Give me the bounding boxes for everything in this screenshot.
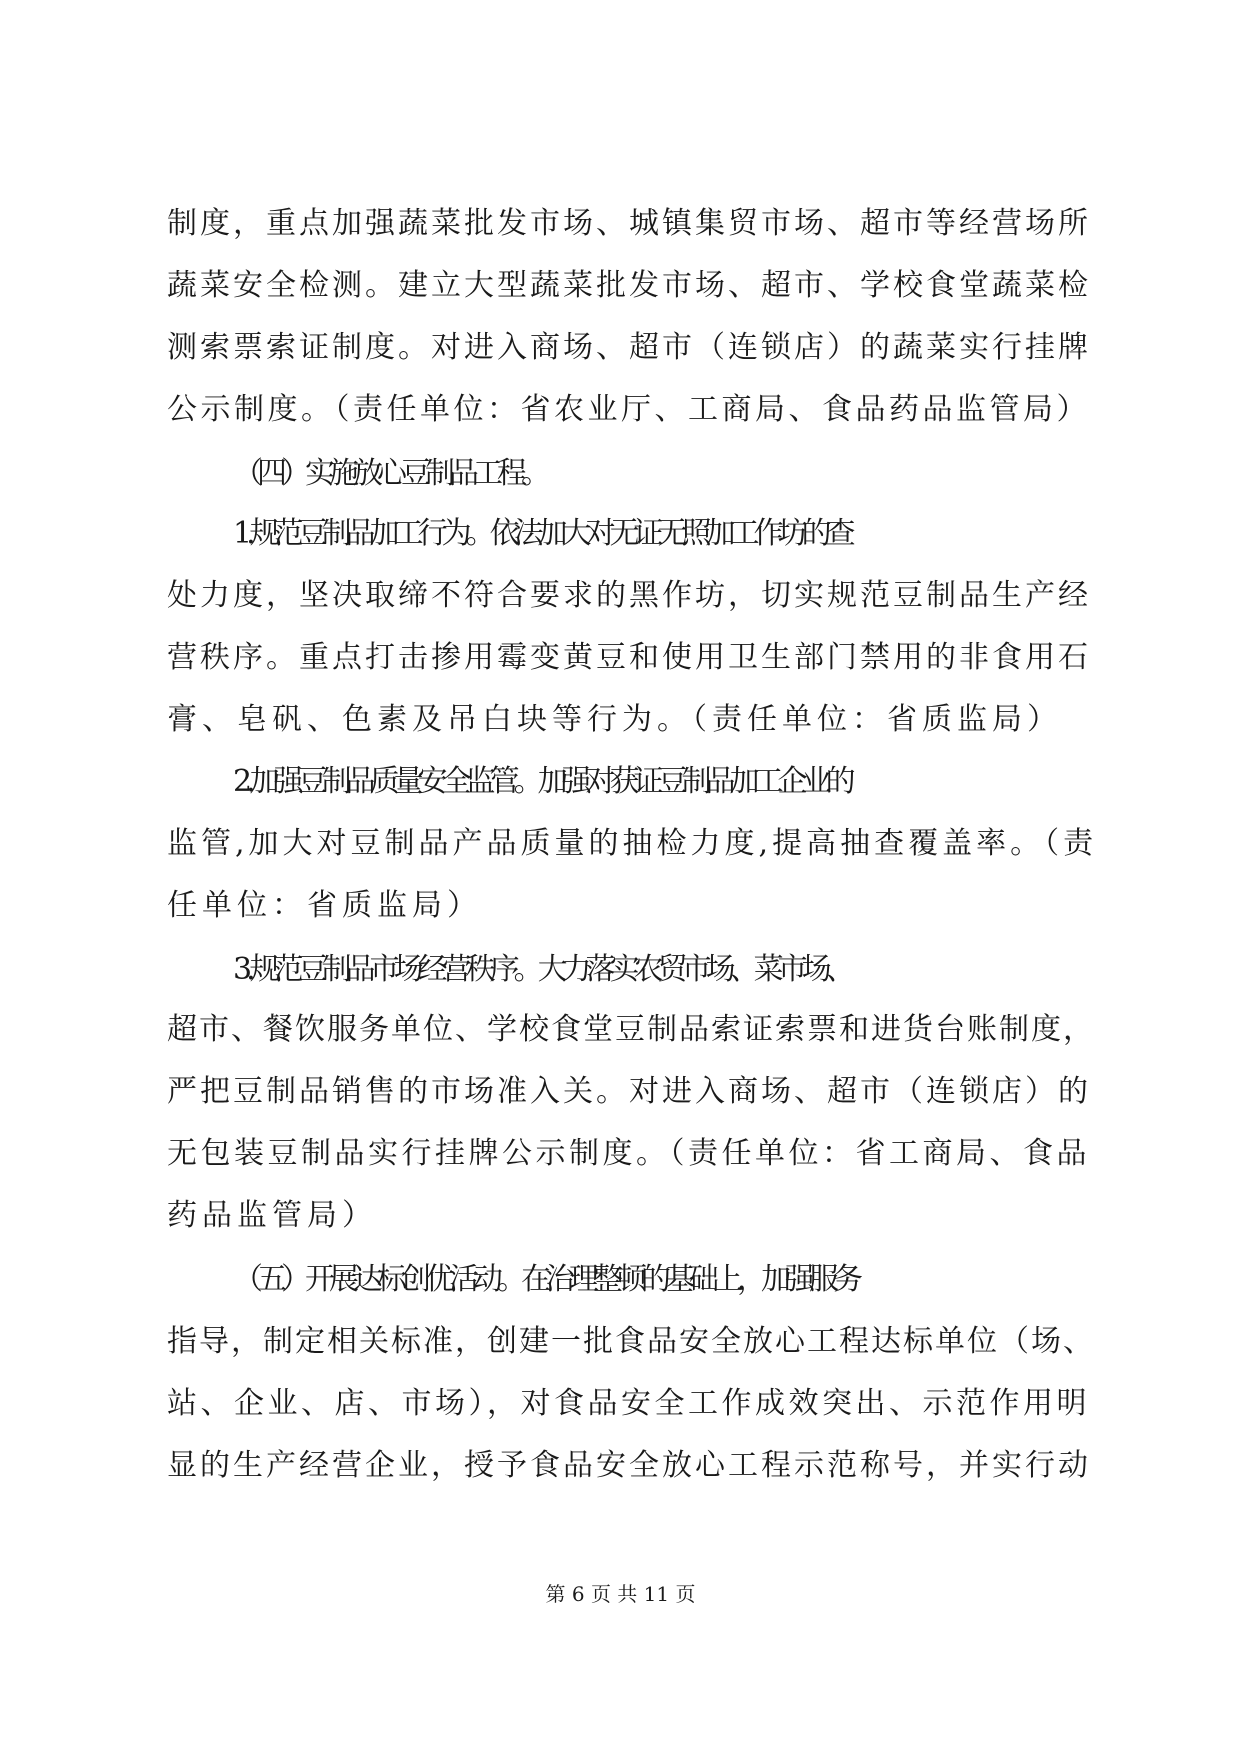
body-text-line: 营秩序。重点打击掺用霉变黄豆和使用卫生部门禁用的非食用石 — [167, 640, 1091, 675]
body-text-line: 指导，制定相关标准，创建一批食品安全放心工程达标单位（场、 — [167, 1324, 1095, 1359]
body-text-line: 制度，重点加强蔬菜批发市场、城镇集贸市场、超市等经营场所 — [167, 206, 1091, 241]
body-text-line: 2.加强豆制品质量安全监管。加强对获证豆制品加工企业的 — [233, 764, 850, 799]
body-text-line: 药品监管局） — [167, 1198, 377, 1233]
body-text-line: 处力度，坚决取缔不符合要求的黑作坊，切实规范豆制品生产经 — [167, 578, 1091, 613]
body-text-line: 蔬菜安全检测。建立大型蔬菜批发市场、超市、学校食堂蔬菜检 — [167, 268, 1091, 303]
section-heading: （五）开展达标创优活动。在治理整顿的基础上，加强服务 — [233, 1262, 857, 1297]
page-footer: 第 6 页 共 11 页 — [545, 1582, 696, 1606]
body-text-line: 公示制度。（责任单位：省农业厅、工商局、食品药品监管局） — [167, 392, 1090, 427]
body-text-line: 1.规范豆制品加工行为。依法加大对无证无照加工作坊的查 — [233, 516, 850, 551]
body-text-line: 超市、餐饮服务单位、学校食堂豆制品索证索票和进货台账制度， — [167, 1012, 1095, 1047]
body-text-line: 无包装豆制品实行挂牌公示制度。（责任单位：省工商局、食品 — [167, 1136, 1090, 1171]
body-text-line: 站、企业、店、市场），对食品安全工作成效突出、示范作用明 — [167, 1386, 1090, 1421]
body-text-line: 膏、皂矾、色素及吊白块等行为。（责任单位：省质监局） — [167, 702, 1062, 737]
section-heading: （四）实施放心豆制品工程。 — [233, 456, 545, 491]
body-text-line: 任单位：省质监局） — [167, 888, 482, 923]
body-text-line: 严把豆制品销售的市场准入关。对进入商场、超市（连锁店）的 — [167, 1074, 1091, 1109]
body-text-line: 3.规范豆制品市场经营秩序。大力落实农贸市场、菜市场、 — [233, 952, 850, 987]
body-text-line: 监管,加大对豆制品产品质量的抽检力度,提高抽查覆盖率。（责 — [167, 826, 1098, 861]
body-text-line: 测索票索证制度。对进入商场、超市（连锁店）的蔬菜实行挂牌 — [167, 330, 1091, 365]
body-text-line: 显的生产经营企业，授予食品安全放心工程示范称号，并实行动 — [167, 1448, 1091, 1483]
